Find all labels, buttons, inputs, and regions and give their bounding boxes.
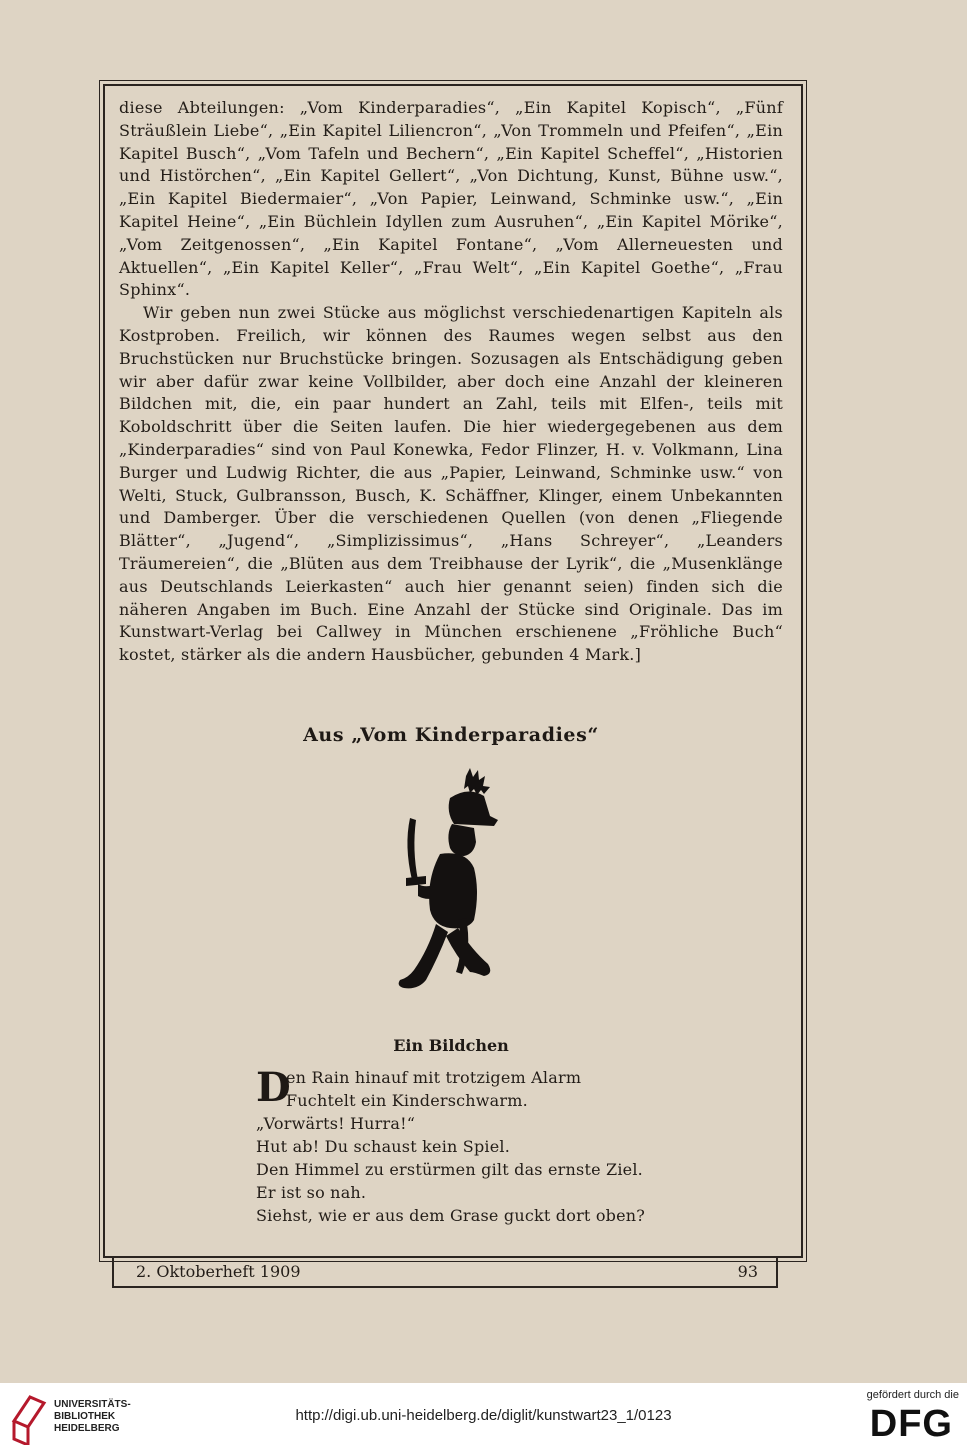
viewer-footer-bar [0, 1383, 967, 1451]
poem-line: Siehst, wie er aus dem Grase guckt dort oben? [256, 1206, 646, 1225]
dfg-logo[interactable]: DFG [869, 1403, 953, 1445]
paragraph-kostproben: Wir geben nun zwei Stücke aus möglichst verschiedenartigen Kapiteln als Kostproben. Freilich, wir können des Raumes wegen selbst aus den Bruchstücken nur Bruchstücke bringen. Sozusagen als Entschädigung geben wir aber dafür zwar keine Vollbilder, aber doch eine Anzahl der kleineren Bildchen mit, die, ein paar hundert an Zahl, teils mit Elfen-, teils mit Koboldschritt über die Seiten laufen. Die hier wiedergegebenen aus dem „Kinderparadies“ sind von Paul Konewka, Fedor Flinzer, H. v. Volkmann, Lina Burger und Ludwig Richter, die aus „Papier, Leinwand, Schminke usw.“ von Welti, Stuck, Gulbransson, Busch, K. Schäffner, Klinger, einem Unbekannten und Damberger. Über die verschiedenen Quellen (von denen „Fliegende Blätter“, „Jugend“, „Simplizissimus“, „Hans Schreyer“, „Leanders Träumereien“, die „Blüten aus dem Treibhause der Lyrik“, die „Musenklänge aus Deutschlands Leierkasten“ auch hier genannt seien) finden sich die näheren Angaben im Buch. Eine Anzahl der Stücke sind Originale. Das im Kunstwart-Verlag bei Callwey in München erschienene „Fröhliche Buch“ kostet, stärker als die andern Hausbücher, gebunden 4 Mark.] [119, 303, 783, 665]
funding-note: gefördert durch die [866, 1389, 959, 1401]
child-soldier-silhouette-illustration [388, 768, 508, 1028]
page-footer [112, 1258, 778, 1288]
poem-dropcap: D [256, 1064, 291, 1111]
library-name-line: BIBLIOTHEK [54, 1411, 116, 1422]
page-number: 93 [737, 1262, 758, 1281]
poem-line: Fuchtelt ein Kinderschwarm. [286, 1091, 528, 1110]
poem-line: Den Himmel zu erstürmen gilt das ernste Ziel. [256, 1160, 643, 1179]
permalink-url[interactable]: http://digi.ub.uni-heidelberg.de/diglit/kunstwart23_1/0123 [295, 1407, 672, 1424]
issue-label: 2. Oktoberheft 1909 [136, 1262, 301, 1281]
poem-title: Ein Bildchen [393, 1036, 509, 1055]
poem-line: „Vorwärts! Hurra!“ [256, 1114, 416, 1133]
poem-line: Er ist so nah. [256, 1183, 367, 1202]
body-text [119, 97, 783, 667]
poem-line-text: en Rain hinauf mit trotzigem Alarm [286, 1068, 582, 1087]
poem-line: Hut ab! Du schaust kein Spiel. [256, 1137, 510, 1156]
section-heading: Aus „Vom Kinderparadies“ [303, 724, 599, 746]
library-name-line: UNIVERSITÄTS- [54, 1399, 131, 1410]
poem [256, 1066, 756, 1227]
library-name-line: HEIDELBERG [54, 1423, 120, 1434]
paragraph-chapter-list: diese Abteilungen: „Vom Kinderparadies“, „Ein Kapitel Kopisch“, „Fünf Sträußlein Liebe“, „Ein Kapitel Liliencron“, „Von Trommeln und Pfeifen“, „Ein Kapitel Busch“, „Vom Tafeln und Bechern“, „Ein Kapitel Scheffel“, „Historien und Histörchen“, „Ein Kapitel Gellert“, „Von Dichtung, Kunst, Bühne usw.“, „Ein Kapitel Biedermaier“, „Von Papier, Leinwand, Schminke usw.“, „Ein Kapitel Heine“, „Ein Büchlein Idyllen zum Ausruhen“, „Ein Kapitel Mörike“, „Vom Zeitgenossen“, „Ein Kapitel Fontane“, „Vom Allerneuesten und Aktuellen“, „Ein Kapitel Keller“, „Frau Welt“, „Ein Kapitel Goethe“, „Frau Sphinx“. [119, 98, 783, 300]
